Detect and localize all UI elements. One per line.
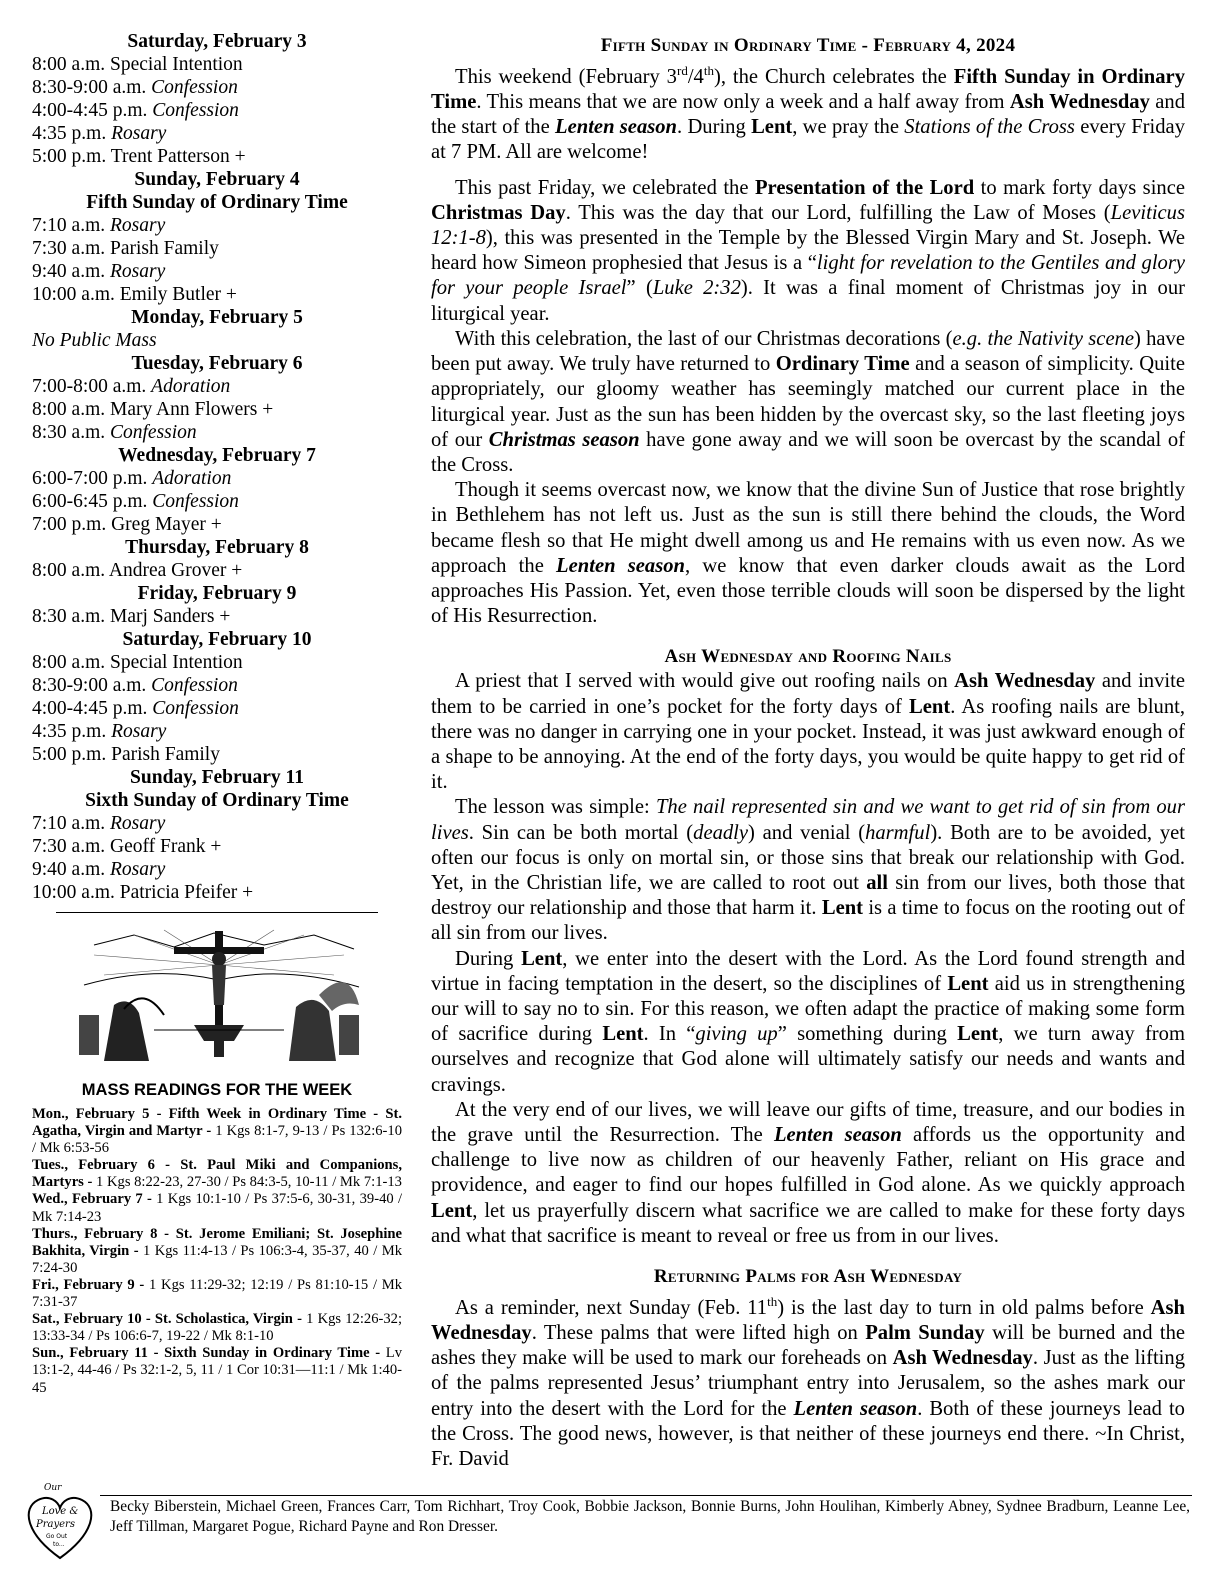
schedule-intention: Patricia Pfeifer + — [119, 882, 254, 903]
text-run: th — [703, 63, 714, 78]
article-paragraph — [431, 1098, 1185, 1249]
schedule-intention: Confession — [151, 675, 238, 696]
text-run: have gone away and we will soon be overcast by the scandal of the Cross. — [431, 428, 1185, 476]
schedule-time: 8:30-9:00 a.m. — [32, 77, 152, 98]
schedule-time: 4:35 p.m. — [32, 123, 112, 144]
schedule-entry — [32, 467, 402, 490]
schedule-time: 7:10 a.m. — [32, 813, 110, 834]
text-run: Ordinary Time — [775, 353, 910, 376]
schedule-entry — [32, 812, 402, 835]
schedule-intention: Emily Butler + — [119, 284, 237, 305]
text-run: This past Friday, we celebrated the — [455, 176, 755, 199]
text-run: ” something during — [777, 1023, 958, 1046]
schedule-entry — [32, 99, 402, 122]
mass-schedule — [32, 30, 402, 1397]
text-run: . During — [677, 116, 752, 139]
schedule-intention: Confession — [110, 422, 197, 443]
schedule-day-heading: Tuesday, February 6 — [131, 353, 303, 374]
text-run: Lent — [957, 1023, 999, 1046]
schedule-entry — [32, 858, 402, 881]
text-run: /4 — [687, 65, 704, 88]
text-run: Lent — [602, 1023, 644, 1046]
schedule-intention: Andrea Grover + — [108, 560, 243, 581]
schedule-intention: Mary Ann Flowers + — [110, 399, 274, 420]
schedule-entry — [32, 651, 402, 674]
text-run: Lent — [909, 695, 951, 718]
crucifixion-illustration — [74, 925, 364, 1061]
text-run: rd — [676, 63, 688, 78]
text-run: , let us prayerfully discern what sacrifice we are called to make for these forty days and what that sacrifice is meant to reveal or free us from in our lives. — [431, 1199, 1185, 1247]
schedule-intention: Parish Family — [111, 744, 220, 765]
schedule-intention: Rosary — [110, 813, 166, 834]
schedule-time: 10:00 a.m. — [32, 882, 120, 903]
text-run: . Both of these journeys lead to the Cross. The good news, however, is that neither of these journeys end there. ~In Christ, Fr. David — [431, 1397, 1185, 1471]
prayer-list-names: Becky Biberstein, Michael Green, Frances Carr, Tom Richhart, Troy Cook, Bobbie Jackson, Bonnie Burns, John Houlihan, Kimberly Abney, Sydnee Bradburn, Leanne Lee, Jeff Tillman, Margaret Pogue, Richard Payne and Ron Dresser. — [110, 1498, 1190, 1535]
text-run: ), the Church celebrates the — [713, 65, 954, 88]
article-paragraph — [431, 795, 1185, 946]
schedule-time: 8:00 a.m. — [32, 399, 110, 420]
text-run: to mark forty days since — [974, 176, 1185, 199]
article-paragraph — [431, 947, 1185, 1098]
text-run: and invite them to be carried in one’s pocket for the forty days of — [431, 670, 1185, 718]
schedule-entry — [32, 743, 402, 766]
schedule-time: 8:30 a.m. — [32, 606, 110, 627]
schedule-time: 7:30 a.m. — [32, 836, 110, 857]
schedule-entry — [32, 881, 402, 904]
reading-refs: 1 Kgs 8:22-23, 27-30 / Ps 84:3-5, 10-11 / Mk 7:1-13 — [96, 1174, 402, 1191]
article-paragraph — [431, 669, 1185, 795]
schedule-entry — [32, 421, 402, 444]
text-run: During — [455, 947, 522, 970]
text-run: ) is the last day to turn in old palms before — [777, 1296, 1151, 1319]
text-run: ). It was a final moment of Christmas joy in our liturgical year. — [431, 277, 1186, 325]
schedule-day-heading: Monday, February 5 — [131, 307, 303, 328]
schedule-time: 5:00 p.m. — [32, 744, 112, 765]
schedule-time: 7:30 a.m. — [32, 238, 110, 259]
logo-text-line: to... — [53, 1541, 65, 1548]
article-paragraph — [431, 58, 1185, 166]
schedule-entry — [32, 513, 402, 536]
text-run: The nail represented sin and we want to get rid of sin from our lives — [431, 796, 1185, 844]
text-run: and the start of the — [431, 91, 1185, 139]
schedule-entry — [32, 214, 402, 237]
schedule-time: 8:00 a.m. — [32, 54, 110, 75]
schedule-intention: Rosary — [110, 215, 166, 236]
schedule-intention: Special Intention — [110, 652, 243, 673]
schedule-intention: No Public Mass — [32, 330, 157, 351]
text-run: , we know that even darker clouds await as the Lord approaches His Passion. Yet, even those terrible clouds will soon be dispersed by the light of His Resurrection. — [431, 554, 1185, 628]
text-run: e.g. the Nativity scene — [952, 327, 1135, 350]
reading-day: Wed., February 7 - — [32, 1191, 157, 1208]
text-run: This weekend (February 3 — [455, 65, 677, 88]
text-run: Christmas Day — [431, 201, 566, 224]
schedule-entry — [32, 559, 402, 582]
schedule-entry — [32, 375, 402, 398]
schedule-entry — [32, 329, 402, 352]
section-heading-palms: Returning Palms for Ash Wednesday — [653, 1266, 963, 1287]
reading-day: Tues., February 6 - St. Paul Miki and Companions, Martyrs - — [32, 1157, 402, 1191]
text-run: , we turn away from ourselves and recognize that God alone will ultimately satisfy our needs and wants and cravings. — [431, 1023, 1185, 1096]
text-run: ) have been put away. We truly have returned to — [431, 327, 1185, 376]
reading-refs: Lv 13:1-2, 44-46 / Ps 32:1-2, 5, 11 / 1 Cor 10:31—11:1 / Mk 1:40-45 — [32, 1345, 402, 1396]
schedule-time: 6:00-7:00 p.m. — [32, 468, 153, 489]
reading-day: Thurs., February 8 - St. Jerome Emiliani; St. Josephine Bakhita, Virgin - — [32, 1225, 402, 1259]
schedule-day-heading: Wednesday, February 7 — [118, 445, 316, 466]
schedule-list — [32, 30, 402, 904]
pastor-article — [431, 34, 1185, 1472]
schedule-intention: Parish Family — [110, 238, 219, 259]
article-paragraph — [431, 176, 1185, 327]
text-run: Lent — [821, 897, 864, 920]
schedule-entry — [32, 605, 402, 628]
article-title: Fifth Sunday in Ordinary Time - February 4, 2024 — [600, 35, 1016, 56]
text-run: Lenten season — [555, 116, 678, 139]
schedule-entry — [32, 76, 402, 99]
text-run: Lent — [431, 1199, 473, 1222]
text-run: As a reminder, next Sunday (Feb. 11 — [455, 1296, 768, 1319]
schedule-entry — [32, 490, 402, 513]
schedule-intention: Adoration — [151, 376, 231, 397]
reading-refs: 1 Kgs 12:26-32; 13:33-34 / Ps 106:6-7, 19-22 / Mk 8:1-10 — [32, 1311, 402, 1345]
schedule-time: 7:00-8:00 a.m. — [32, 376, 152, 397]
text-run: , we pray the — [792, 116, 905, 139]
schedule-intention: Confession — [151, 77, 238, 98]
section-heading-ash-wednesday: Ash Wednesday and Roofing Nails — [664, 646, 952, 668]
reading-day: Mon., February 5 - Fifth Week in Ordinary Time - St. Agatha, Virgin and Martyr - — [32, 1106, 402, 1140]
schedule-day-heading: Thursday, February 8 — [125, 537, 309, 558]
reading-entry — [32, 1311, 402, 1345]
schedule-intention: Rosary — [110, 261, 166, 282]
schedule-entry — [32, 720, 402, 743]
reading-entry — [32, 1345, 402, 1396]
schedule-time: 5:00 p.m. — [32, 146, 111, 167]
schedule-time: 10:00 a.m. — [32, 284, 120, 305]
text-run: Lent — [521, 947, 563, 970]
schedule-time: 9:40 a.m. — [32, 859, 110, 880]
text-run: Lenten season — [793, 1397, 918, 1420]
text-run: ), this was presented in the Temple by the Blessed Virgin Mary and St. Joseph. We heard how Simeon prophesied that Jesus is a “ — [431, 227, 1185, 275]
schedule-time: 4:00-4:45 p.m. — [32, 100, 153, 121]
text-run: Ash Wednesday — [892, 1347, 1033, 1370]
text-run: Lent — [751, 116, 793, 139]
schedule-entry — [32, 237, 402, 260]
text-run: . Sin can be both mortal ( — [468, 821, 694, 844]
article-paragraph — [431, 1289, 1185, 1472]
schedule-intention: Trent Patterson + — [110, 146, 246, 167]
schedule-entry — [32, 835, 402, 858]
love-prayers-heart-logo — [20, 1478, 100, 1564]
text-run: . This means that we are now only a week and a half away from — [476, 91, 1010, 114]
schedule-intention: Greg Mayer + — [111, 514, 222, 535]
text-run: will be burned and the ashes they make will be used to mark our foreheads on — [431, 1322, 1186, 1370]
reading-day: Fri., February 9 - — [32, 1276, 150, 1293]
text-run: Christmas season — [488, 428, 640, 451]
text-run: Ash Wednesday — [1009, 91, 1150, 114]
text-run: . This was the day that our Lord, fulfilling the Law of Moses ( — [565, 201, 1111, 224]
text-run: . As roofing nails are blunt, there was no danger in carrying one in your pocket. Instead, it was just awkward enough of a shape to be annoying. At the end of the forty days, you would be quite happy to get rid of it. — [431, 695, 1186, 794]
schedule-day-heading: Saturday, February 10 — [122, 629, 312, 650]
schedule-time: 4:00-4:45 p.m. — [32, 698, 153, 719]
schedule-intention: Rosary — [111, 721, 167, 742]
schedule-intention: Adoration — [152, 468, 232, 489]
article-paragraph — [431, 478, 1185, 629]
schedule-day-heading: Sunday, February 4 — [134, 169, 300, 190]
schedule-intention: Confession — [152, 698, 239, 719]
schedule-intention: Special Intention — [110, 54, 243, 75]
schedule-time: 8:30-9:00 a.m. — [32, 675, 152, 696]
schedule-entry — [32, 122, 402, 145]
schedule-day-heading: Saturday, February 3 — [127, 31, 307, 52]
text-run: ) and venial ( — [748, 821, 866, 844]
text-run: giving up — [695, 1023, 778, 1046]
reading-refs: 1 Kgs 10:1-10 / Ps 37:5-6, 30-31, 39-40 / Mk 7:14-23 — [32, 1191, 402, 1225]
schedule-intention: Rosary — [110, 859, 166, 880]
schedule-intention: Confession — [152, 491, 239, 512]
schedule-time: 8:00 a.m. — [32, 560, 109, 581]
schedule-day-subtitle: Fifth Sunday of Ordinary Time — [86, 192, 348, 213]
text-run: light for revelation to the Gentiles and glory for your people Israel — [431, 252, 1185, 300]
text-run: th — [767, 1294, 778, 1309]
text-run: harmful — [865, 821, 931, 844]
reading-entry — [32, 1226, 402, 1277]
schedule-entry — [32, 398, 402, 421]
schedule-day-heading: Sunday, February 11 — [130, 767, 304, 788]
reading-refs: 1 Kgs 8:1-7, 9-13 / Ps 132:6-10 / Mk 6:53-56 — [32, 1123, 402, 1157]
logo-text-line: Prayers — [36, 1519, 75, 1530]
logo-text-line: Love & — [42, 1506, 79, 1517]
schedule-entry — [32, 145, 402, 168]
schedule-intention: Rosary — [111, 123, 167, 144]
text-run: A priest that I served with would give out roofing nails on — [455, 670, 955, 693]
reading-entry — [32, 1157, 402, 1191]
text-run: Lent — [947, 972, 989, 995]
text-run: Fifth Sunday in Ordinary Time — [431, 65, 1185, 114]
text-run: sin from our lives, both those that destroy our relationship and those that harm it. — [431, 871, 1185, 920]
text-run: . In “ — [643, 1023, 696, 1046]
text-run: Presentation of the Lord — [754, 176, 975, 199]
schedule-entry — [32, 283, 402, 306]
article-paragraph — [431, 327, 1185, 478]
text-run: every Friday at 7 PM. All are welcome! — [431, 116, 1185, 164]
text-run: Ash Wednesday — [431, 1296, 1185, 1345]
schedule-time: 9:40 a.m. — [32, 261, 110, 282]
text-run: Luke 2:32 — [652, 277, 741, 300]
schedule-entry — [32, 260, 402, 283]
schedule-day-heading: Friday, February 9 — [137, 583, 297, 604]
text-run: Ash Wednesday — [954, 670, 1096, 693]
logo-text-line: Our — [44, 1483, 62, 1493]
readings-list — [32, 1106, 402, 1397]
text-run: is a time to focus on the rooting out of all sin from our lives. — [431, 897, 1185, 945]
text-run: Palm Sunday — [865, 1322, 985, 1345]
text-run: At the very end of our lives, we will leave our gifts of time, treasure, and our bodies in the grave until the Resurrection. The — [431, 1098, 1185, 1146]
schedule-entry — [32, 53, 402, 76]
schedule-intention: Marj Sanders + — [110, 606, 231, 627]
text-run: Lenten season — [773, 1123, 902, 1146]
logo-text-line: Go Out — [46, 1533, 68, 1540]
text-run: and a season of simplicity. Quite appropriately, our gloomy weather has seemingly matched our current place in the liturgical year. Just as the sun has been hidden by the overcast sky, so the last fleeting joys of our — [431, 353, 1185, 451]
footer-divider — [100, 1495, 1192, 1496]
schedule-time: 8:00 a.m. — [32, 652, 110, 673]
readings-title: MASS READINGS FOR THE WEEK — [81, 1081, 353, 1099]
schedule-time: 6:00-6:45 p.m. — [32, 491, 153, 512]
reading-entry — [32, 1106, 402, 1157]
text-run: Though it seems overcast now, we know that the divine Sun of Justice that rose brightly in Bethlehem has not left us. Just as the sun is still there behind the clouds, the Word became flesh so that He might dwell among us and He remains with us even now. As we approach the — [431, 479, 1185, 577]
divider — [56, 912, 378, 913]
schedule-entry — [32, 697, 402, 720]
text-run: With this celebration, the last of our Christmas decorations ( — [455, 327, 953, 350]
text-run: all — [866, 871, 888, 894]
text-run: Stations of the Cross — [904, 116, 1075, 139]
text-run: The lesson was simple: — [455, 796, 656, 819]
text-run: aid us in strengthening our will to say no to sin. For this reason, we often adapt the practice of making some form of sacrifice during — [431, 972, 1185, 1046]
reading-entry — [32, 1191, 402, 1225]
text-run: ). Both are to be avoided, yet often our focus is only on mortal sin, or those sins that break our relationship with God. Yet, in the Christian life, we are called to root out — [431, 821, 1185, 894]
schedule-day-subtitle: Sixth Sunday of Ordinary Time — [85, 790, 349, 811]
text-run: Leviticus 12:1-8 — [431, 201, 1185, 250]
schedule-intention: Confession — [152, 100, 239, 121]
reading-refs: 1 Kgs 11:29-32; 12:19 / Ps 81:10-15 / Mk 7:31-37 — [32, 1276, 403, 1311]
reading-refs: 1 Kgs 11:4-13 / Ps 106:3-4, 35-37, 40 / Mk 7:24-30 — [32, 1242, 402, 1276]
text-run: ” ( — [626, 277, 653, 300]
schedule-intention: Geoff Frank + — [110, 836, 222, 857]
schedule-time: 8:30 a.m. — [32, 422, 110, 443]
reading-entry — [32, 1277, 402, 1311]
reading-day: Sat., February 10 - St. Scholastica, Virgin - — [32, 1311, 307, 1328]
text-run: Lenten season — [556, 554, 685, 577]
text-run: , we enter into the desert with the Lord. As the Lord found strength and virtue in facing temptation in the desert, so the disciplines of — [431, 947, 1185, 995]
schedule-time: 7:00 p.m. — [32, 514, 112, 535]
text-run: affords us the opportunity and challenge to live now as children of our heavenly Father, reliant on His grace and providence, and eager to find our hopes fulfilled in God alone. As we quickly approach — [431, 1123, 1186, 1197]
text-run: . Just as the lifting of the palms represented Jesus’ triumphant entry into Jerusalem, so the ashes mark our entry into the desert with the Lord for the — [431, 1347, 1185, 1420]
reading-day: Sun., February 11 - Sixth Sunday in Ordinary Time - — [32, 1345, 386, 1362]
text-run: deadly — [693, 821, 749, 844]
text-run: . These palms that were lifted high on — [531, 1322, 866, 1345]
schedule-entry — [32, 674, 402, 697]
schedule-time: 7:10 a.m. — [32, 215, 110, 236]
schedule-time: 4:35 p.m. — [32, 721, 112, 742]
